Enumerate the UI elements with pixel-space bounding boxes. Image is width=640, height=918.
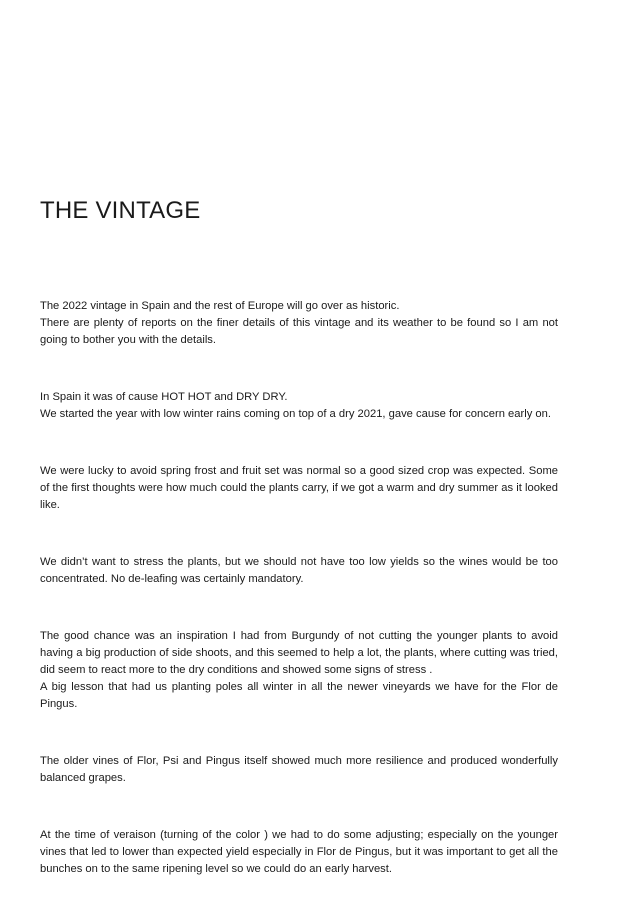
paragraph-6 [40, 753, 558, 787]
body-text [40, 298, 558, 918]
paragraph-4 [40, 554, 558, 588]
paragraph-7 [40, 827, 558, 878]
paragraph-2 [40, 389, 558, 423]
paragraph-line: In Spain it was of cause HOT HOT and DRY DRY. [40, 391, 288, 403]
paragraph-line: The good chance was an inspiration I had from Burgundy of not cutting the younger plants to avoid having a big production of side shoots, and this seemed to help a lot, the plants, where cutting was tried, did seem to react more to the dry conditions and showed some signs of stress . [40, 630, 558, 676]
paragraph-line: We started the year with low winter rains coming on top of a dry 2021, gave cause for concern early on. [40, 408, 551, 420]
paragraph-line: At the time of veraison (turning of the color ) we had to do some adjusting; especially on the younger vines that led to lower than expected yield especially in Flor de Pingus, but it was important to get all the bunches on to the same ripening level so we could do an early harvest. [40, 829, 558, 875]
paragraph-line: A big lesson that had us planting poles all winter in all the newer vineyards we have for the Flor de Pingus. [40, 681, 558, 710]
paragraph-line: The older vines of Flor, Psi and Pingus itself showed much more resilience and produced wonderfully balanced grapes. [40, 755, 558, 784]
paragraph-line: We didn’t want to stress the plants, but we should not have too low yields so the wines would be too concentrated. No de-leafing was certainly mandatory. [40, 556, 558, 585]
paragraph-5 [40, 628, 558, 713]
paragraph-line: There are plenty of reports on the finer details of this vintage and its weather to be found so I am not going to bother you with the details. [40, 317, 558, 346]
paragraph-3 [40, 463, 558, 514]
page-title: THE VINTAGE [40, 197, 201, 224]
paragraph-1 [40, 298, 558, 349]
paragraph-line: The 2022 vintage in Spain and the rest of Europe will go over as historic. [40, 300, 400, 312]
paragraph-line: We were lucky to avoid spring frost and fruit set was normal so a good sized crop was expected. Some of the first thoughts were how much could the plants carry, if we got a warm and dry summer as it looked like. [40, 465, 558, 511]
